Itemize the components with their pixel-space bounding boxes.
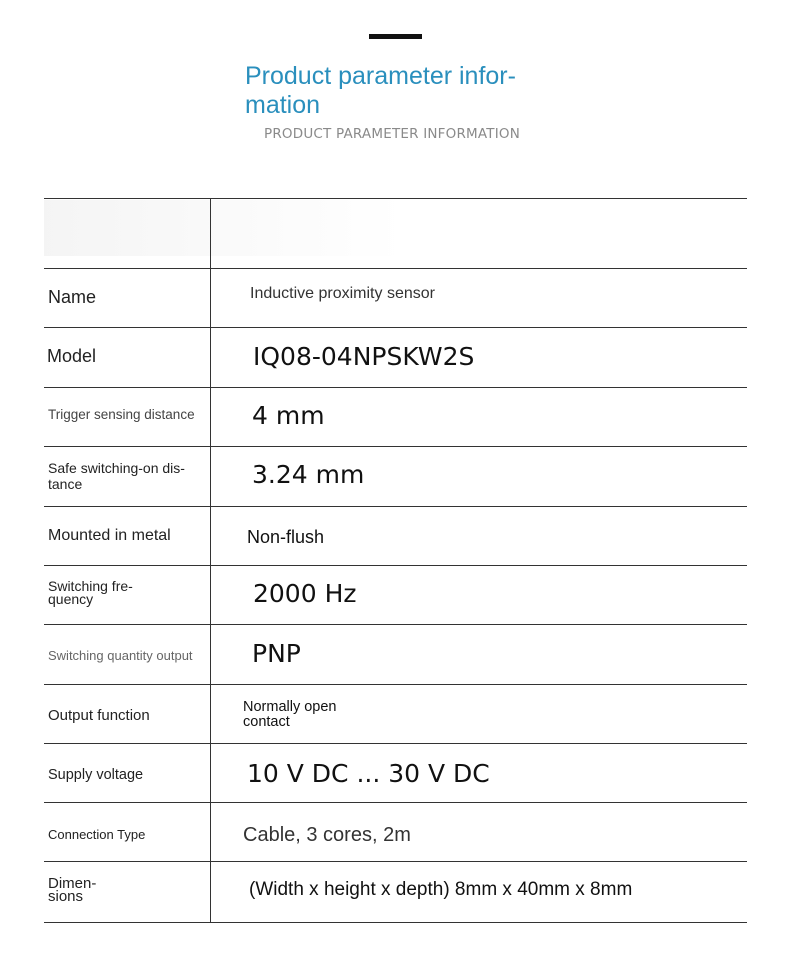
table-top-rule xyxy=(44,198,747,199)
table-row xyxy=(44,387,747,446)
table-row xyxy=(44,861,747,922)
table-row xyxy=(44,802,747,861)
table-row xyxy=(44,743,747,802)
row-value: PNP xyxy=(252,639,301,668)
row-value: 3.24 mm xyxy=(252,460,365,489)
row-label: Trigger sensing distance xyxy=(48,407,195,422)
row-value: 4 mm xyxy=(252,401,325,430)
row-value: Inductive proximity sensor xyxy=(250,285,435,302)
page-subtitle: PRODUCT PARAMETER INFORMATION xyxy=(264,126,521,142)
header-accent-bar xyxy=(369,34,422,39)
table-row xyxy=(44,268,747,327)
row-label: Mounted in metal xyxy=(48,527,171,544)
header-fade-area xyxy=(44,200,404,256)
table-row xyxy=(44,624,747,684)
row-label: Name xyxy=(48,287,97,307)
table-bottom-rule xyxy=(44,922,747,923)
row-label: Connection Type xyxy=(48,827,146,842)
row-value: IQ08-04NPSKW2S xyxy=(253,342,475,371)
row-value: (Width x height x depth) 8mm x 40mm x 8mm xyxy=(249,879,633,900)
row-label: Switching fre- quency xyxy=(48,578,133,607)
row-value: Cable, 3 cores, 2m xyxy=(243,824,411,846)
table-row xyxy=(44,446,747,506)
row-label: Output function xyxy=(48,707,150,724)
row-label: Supply voltage xyxy=(48,767,144,783)
table-row xyxy=(44,565,747,624)
row-value: Normally open contact xyxy=(243,699,337,730)
row-value: Non-flush xyxy=(247,527,325,547)
row-label: Dimen- sions xyxy=(48,875,97,905)
row-value: 2000 Hz xyxy=(253,579,357,608)
table-row xyxy=(44,327,747,387)
page-title: Product parameter infor- mation xyxy=(245,62,516,119)
row-label: Safe switching-on dis- tance xyxy=(48,460,185,492)
table-row xyxy=(44,506,747,565)
row-label: Model xyxy=(47,346,97,366)
row-label: Switching quantity output xyxy=(48,648,193,663)
row-value: 10 V DC ... 30 V DC xyxy=(247,759,490,788)
table-row xyxy=(44,684,747,743)
